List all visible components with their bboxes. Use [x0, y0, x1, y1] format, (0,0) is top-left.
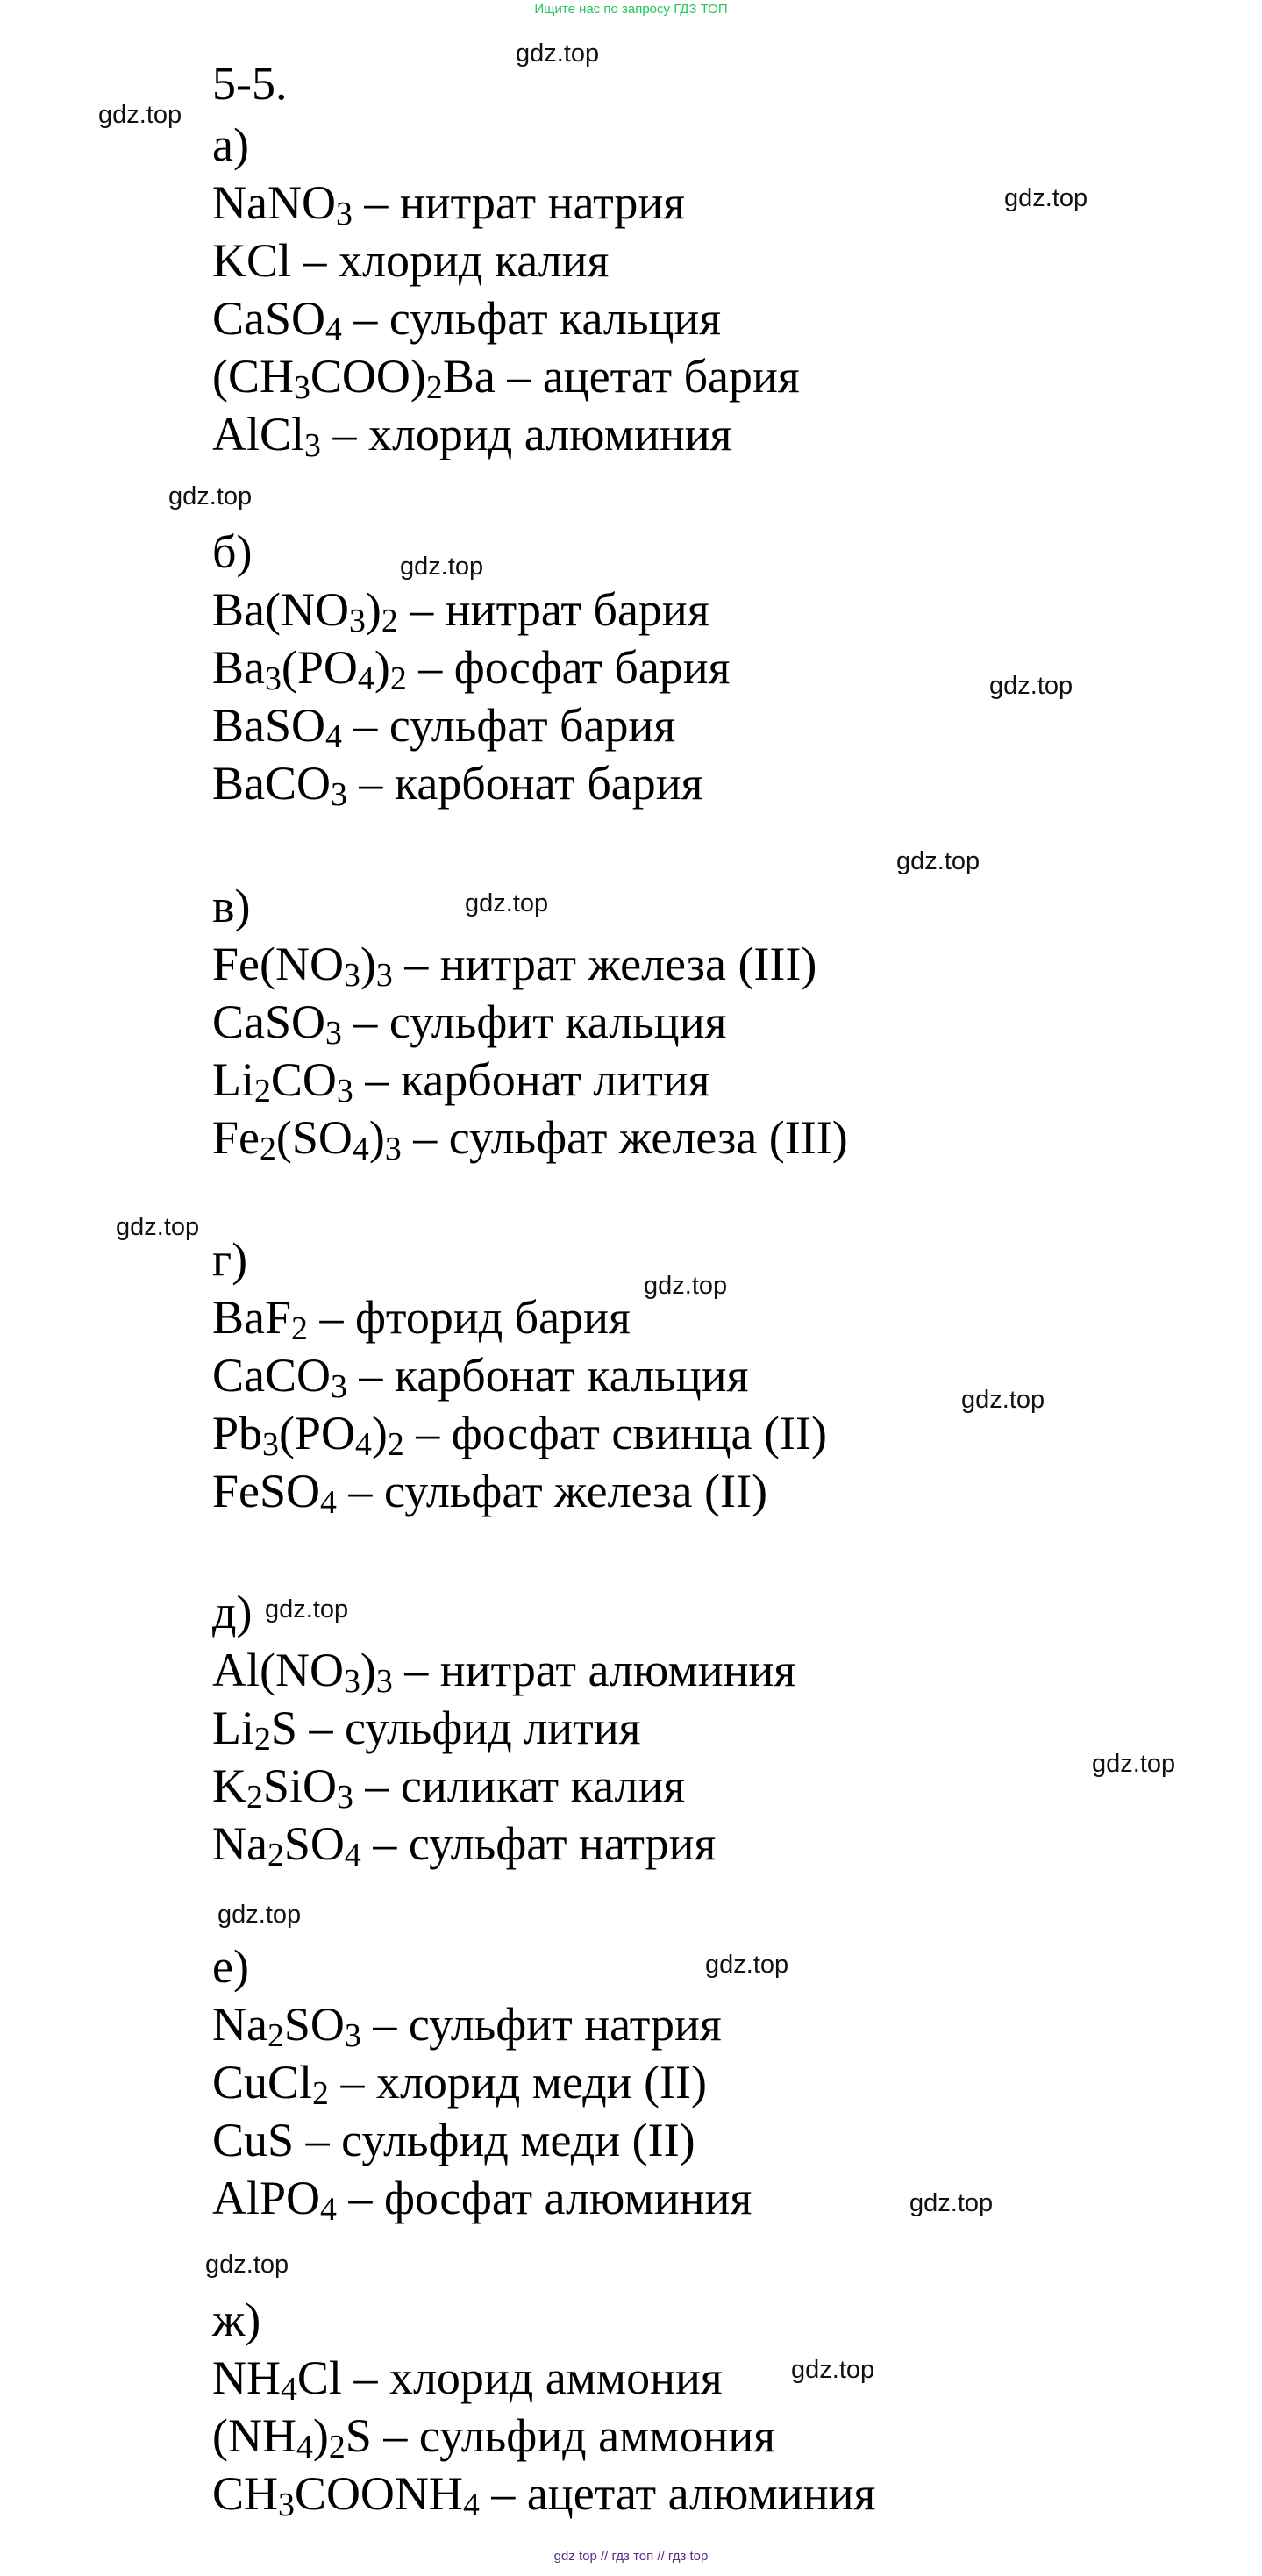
watermark: gdz.top: [791, 2356, 875, 2384]
chemical-formula: [212, 408, 321, 464]
chemical-formula: [212, 1407, 404, 1463]
formula-subscript: 3: [278, 2486, 295, 2523]
chemical-formula: [212, 1702, 297, 1758]
watermark: gdz.top: [961, 1386, 1045, 1414]
formula-part: Cl: [296, 2351, 342, 2404]
compound-name: сульфат кальция: [389, 292, 722, 345]
formula-part: ): [360, 938, 376, 990]
dash-separator: –: [336, 2172, 384, 2224]
formula-part: K: [212, 1759, 246, 1812]
compound-name: хлорид калия: [339, 234, 610, 287]
formula-part: Ba: [442, 350, 496, 403]
formula-part: COO): [310, 350, 426, 403]
salt-line: [212, 2407, 1177, 2465]
formula-part: CuS: [212, 2114, 295, 2166]
formula-part: ): [371, 1407, 388, 1459]
formula-part: ): [312, 2409, 329, 2462]
chemical-formula: [212, 1291, 308, 1347]
salt-line: [212, 289, 1177, 347]
compound-name: сульфит кальция: [389, 995, 727, 1048]
dash-separator: –: [320, 408, 368, 460]
chemical-formula: [212, 350, 496, 406]
formula-subscript: 3: [375, 956, 393, 994]
compound-name: хлорид меди (II): [375, 2056, 708, 2109]
section-b: [212, 523, 1177, 812]
compound-name: фторид бария: [354, 1291, 631, 1344]
watermark: gdz.top: [1004, 184, 1088, 212]
formula-part: Na: [212, 1817, 267, 1870]
formula-part: CaSO: [212, 292, 326, 345]
formula-subscript: 2: [312, 2074, 329, 2112]
formula-part: ): [365, 583, 381, 636]
dash-separator: –: [294, 2114, 342, 2166]
salt-line: [212, 2111, 1177, 2169]
compound-name: нитрат бария: [445, 583, 709, 636]
chemical-formula: [212, 1817, 361, 1873]
problem-number: 5-5.: [212, 57, 288, 110]
footer-links[interactable]: gdz top // гдз топ // гдз top: [553, 2549, 709, 2564]
watermark: gdz.top: [168, 482, 253, 510]
watermark: gdz.top: [644, 1272, 728, 1300]
chemical-formula: [212, 995, 342, 1052]
compound-name: фосфат свинца (II): [451, 1407, 827, 1459]
compound-name: фосфат бария: [453, 641, 731, 694]
formula-part: Fe(NO: [212, 938, 344, 990]
salt-line: [212, 1815, 1177, 1873]
dash-separator: –: [291, 234, 339, 287]
formula-subscript: 3: [331, 1367, 347, 1405]
formula-part: Ba(NO: [212, 583, 349, 636]
formula-subscript: 3: [294, 368, 310, 406]
formula-subscript: 2: [387, 1425, 404, 1463]
salt-line: [212, 347, 1177, 405]
formula-part: NH: [212, 2351, 281, 2404]
dash-separator: –: [296, 1702, 345, 1754]
compound-name: хлорид аммония: [389, 2351, 723, 2404]
formula-subscript: 3: [304, 426, 321, 464]
chemical-formula: [212, 2172, 337, 2228]
formula-part: SO: [283, 1817, 345, 1870]
formula-subscript: 2: [246, 1778, 263, 1816]
formula-part: BaSO: [212, 699, 326, 752]
chemical-formula: [212, 176, 353, 232]
formula-subscript: 2: [260, 1130, 276, 1167]
section-label: д): [212, 1586, 253, 1638]
watermark: gdz.top: [205, 2251, 289, 2279]
formula-part: FeSO: [212, 1465, 321, 1517]
formula-part: CaCO: [212, 1349, 331, 1402]
dash-separator: –: [341, 995, 389, 1048]
dash-separator: –: [360, 1817, 409, 1870]
salt-line: [212, 232, 1177, 289]
formula-part: KCl: [212, 234, 292, 287]
formula-part: ): [374, 641, 390, 694]
formula-subscript: 2: [389, 660, 407, 697]
chemical-formula: [212, 699, 342, 755]
section-label: г): [212, 1233, 248, 1286]
salt-line: [212, 1288, 1177, 1346]
formula-part: (NH: [212, 2409, 296, 2462]
salt-line: [212, 581, 1177, 639]
chemical-formula: [212, 1759, 353, 1816]
dash-separator: –: [346, 1349, 395, 1402]
dash-separator: –: [336, 1465, 384, 1517]
compound-name: карбонат бария: [394, 757, 703, 810]
compound-name: нитрат натрия: [399, 176, 686, 229]
salt-line: [212, 1995, 1177, 2053]
formula-subscript: 4: [325, 310, 342, 348]
section-a: [212, 116, 1177, 463]
salt-line: [212, 1346, 1177, 1404]
salt-line: [212, 993, 1177, 1051]
compound-name: сульфат бария: [389, 699, 676, 752]
watermark: gdz.top: [516, 39, 600, 68]
formula-subscript: 2: [425, 368, 443, 406]
formula-part: Li: [212, 1053, 254, 1106]
formula-subscript: 3: [375, 1662, 393, 1700]
compound-name: фосфат алюминия: [383, 2172, 752, 2224]
section-d: [212, 1583, 1177, 1873]
formula-part: ): [360, 1644, 376, 1696]
compound-name: карбонат кальция: [394, 1349, 749, 1402]
formula-part: SO: [283, 1998, 345, 2051]
dash-separator: –: [341, 292, 389, 345]
chemical-formula: [212, 2056, 329, 2112]
section-label: б): [212, 525, 253, 578]
dash-separator: –: [353, 1759, 401, 1812]
formula-part: CH: [212, 2467, 279, 2520]
formula-part: COONH: [294, 2467, 463, 2520]
formula-subscript: 2: [267, 2016, 284, 2054]
formula-subscript: 3: [335, 195, 353, 232]
formula-part: S: [345, 2409, 372, 2462]
chemical-formula: [212, 2351, 342, 2408]
dash-separator: –: [403, 1407, 452, 1459]
dash-separator: –: [341, 699, 389, 752]
formula-subscript: 4: [357, 660, 374, 697]
dash-separator: –: [479, 2467, 527, 2520]
salt-line: [212, 174, 1177, 232]
compound-name: нитрат алюминия: [439, 1644, 796, 1696]
formula-part: Fe: [212, 1111, 260, 1164]
watermark: gdz.top: [217, 1901, 302, 1929]
formula-part: CaSO: [212, 995, 326, 1048]
formula-subscript: 3: [262, 1425, 279, 1463]
section-zh: [212, 2291, 1177, 2522]
salt-line: [212, 754, 1177, 812]
salt-line: [212, 696, 1177, 754]
formula-subscript: 3: [325, 1014, 342, 1052]
compound-name: сульфит натрия: [408, 1998, 722, 2051]
dash-separator: –: [371, 2409, 419, 2462]
formula-subscript: 3: [344, 2016, 361, 2054]
salt-line: [212, 1462, 1177, 1520]
dash-separator: –: [392, 1644, 440, 1696]
compound-name: сульфат натрия: [408, 1817, 717, 1870]
watermark: gdz.top: [400, 553, 484, 581]
watermark: gdz.top: [896, 847, 980, 875]
dash-separator: –: [352, 176, 400, 229]
formula-part: (SO: [275, 1111, 353, 1164]
chemical-formula: [212, 2467, 480, 2523]
chemical-formula: [212, 641, 407, 697]
formula-part: CuCl: [212, 2056, 313, 2109]
formula-subscript: 3: [265, 660, 282, 697]
chemical-formula: [212, 2114, 294, 2166]
formula-subscript: 2: [381, 602, 398, 639]
salt-line: [212, 1109, 1177, 1167]
compound-name: сульфид лития: [344, 1702, 641, 1754]
formula-part: Pb: [212, 1407, 263, 1459]
chemical-formula: [212, 583, 398, 639]
dash-separator: –: [397, 583, 446, 636]
section-g: [212, 1231, 1177, 1520]
formula-subscript: 4: [320, 1483, 337, 1521]
formula-subscript: 3: [331, 775, 347, 813]
formula-part: ): [368, 1111, 385, 1164]
salt-line: [212, 1699, 1177, 1757]
dash-separator: –: [307, 1291, 355, 1344]
dash-separator: –: [328, 2056, 376, 2109]
formula-part: Al(NO: [212, 1644, 344, 1696]
section-label: а): [212, 118, 249, 171]
dash-separator: –: [406, 641, 454, 694]
formula-subscript: 2: [267, 1836, 284, 1873]
chemical-formula: [212, 1053, 353, 1110]
formula-part: Ba: [212, 641, 265, 694]
formula-subscript: 3: [336, 1778, 353, 1816]
watermark: gdz.top: [909, 2189, 994, 2217]
dash-separator: –: [495, 350, 543, 403]
formula-subscript: 3: [336, 1072, 353, 1110]
section-v: [212, 877, 1177, 1167]
formula-subscript: 4: [344, 1836, 361, 1873]
formula-part: SiO: [262, 1759, 337, 1812]
top-banner[interactable]: Ищите нас по запросу ГДЗ ТОП: [534, 2, 728, 17]
formula-subscript: 4: [320, 2190, 337, 2228]
compound-name: сульфат железа (II): [383, 1465, 767, 1517]
compound-name: нитрат железа (III): [439, 938, 817, 990]
formula-subscript: 2: [254, 1720, 271, 1758]
chemical-formula: [212, 938, 393, 994]
salt-line: [212, 2053, 1177, 2111]
formula-part: NaNO: [212, 176, 336, 229]
section-label: ж): [212, 2294, 261, 2346]
compound-name: хлорид алюминия: [367, 408, 732, 460]
watermark: gdz.top: [116, 1213, 200, 1241]
formula-part: (PO: [281, 641, 358, 694]
section-e: [212, 1937, 1177, 2227]
salt-line: [212, 639, 1177, 696]
formula-subscript: 2: [291, 1309, 308, 1347]
formula-subscript: 4: [352, 1130, 369, 1167]
dash-separator: –: [353, 1053, 401, 1106]
compound-name: сульфид меди (II): [341, 2114, 695, 2166]
formula-part: BaCO: [212, 757, 331, 810]
formula-part: (PO: [278, 1407, 355, 1459]
formula-subscript: 4: [354, 1425, 372, 1463]
formula-subscript: 4: [462, 2486, 480, 2523]
dash-separator: –: [401, 1111, 449, 1164]
chemical-formula: [212, 1111, 402, 1167]
formula-part: CO: [270, 1053, 337, 1106]
compound-name: карбонат лития: [400, 1053, 710, 1106]
formula-part: AlCl: [212, 408, 305, 460]
chemical-formula: [212, 1998, 361, 2054]
watermark: gdz.top: [98, 101, 182, 129]
salt-line: [212, 2465, 1177, 2522]
salt-line: [212, 1641, 1177, 1699]
chemical-formula: [212, 1349, 347, 1405]
chemical-formula: [212, 1465, 337, 1521]
watermark: gdz.top: [989, 672, 1073, 700]
chemical-formula: [212, 1644, 393, 1700]
formula-subscript: 3: [384, 1130, 402, 1167]
formula-subscript: 4: [296, 2428, 313, 2465]
dash-separator: –: [346, 757, 395, 810]
formula-part: BaF: [212, 1291, 292, 1344]
formula-part: (CH: [212, 350, 294, 403]
chemical-formula: [212, 2409, 372, 2465]
dash-separator: –: [360, 1998, 409, 2051]
compound-name: ацетат алюминия: [526, 2467, 876, 2520]
compound-name: ацетат бария: [542, 350, 800, 403]
formula-subscript: 2: [328, 2428, 346, 2465]
compound-name: сульфат железа (III): [448, 1111, 848, 1164]
formula-part: Li: [212, 1702, 254, 1754]
chemical-formula: [212, 757, 347, 813]
compound-name: сульфид аммония: [418, 2409, 776, 2462]
salt-line: [212, 1757, 1177, 1815]
chemical-formula: [212, 234, 291, 287]
salt-line: [212, 1404, 1177, 1462]
salt-line: [212, 1051, 1177, 1109]
formula-subscript: 3: [348, 602, 366, 639]
salt-line: [212, 405, 1177, 463]
formula-subscript: 3: [343, 956, 360, 994]
salt-line: [212, 935, 1177, 993]
salt-line: [212, 2169, 1177, 2227]
formula-part: S: [270, 1702, 297, 1754]
compound-name: силикат калия: [400, 1759, 686, 1812]
watermark: gdz.top: [1092, 1750, 1176, 1778]
section-label: е): [212, 1940, 249, 1993]
section-label: в): [212, 880, 251, 932]
formula-subscript: 3: [343, 1662, 360, 1700]
formula-part: AlPO: [212, 2172, 321, 2224]
chemical-formula: [212, 292, 342, 348]
watermark: gdz.top: [705, 1951, 789, 1979]
dash-separator: –: [341, 2351, 389, 2404]
watermark: gdz.top: [265, 1595, 349, 1623]
formula-subscript: 2: [254, 1072, 271, 1110]
watermark: gdz.top: [465, 889, 549, 917]
dash-separator: –: [392, 938, 440, 990]
formula-subscript: 4: [281, 2370, 297, 2408]
formula-subscript: 4: [325, 717, 342, 755]
salt-line: [212, 2349, 1177, 2407]
formula-part: Na: [212, 1998, 267, 2051]
